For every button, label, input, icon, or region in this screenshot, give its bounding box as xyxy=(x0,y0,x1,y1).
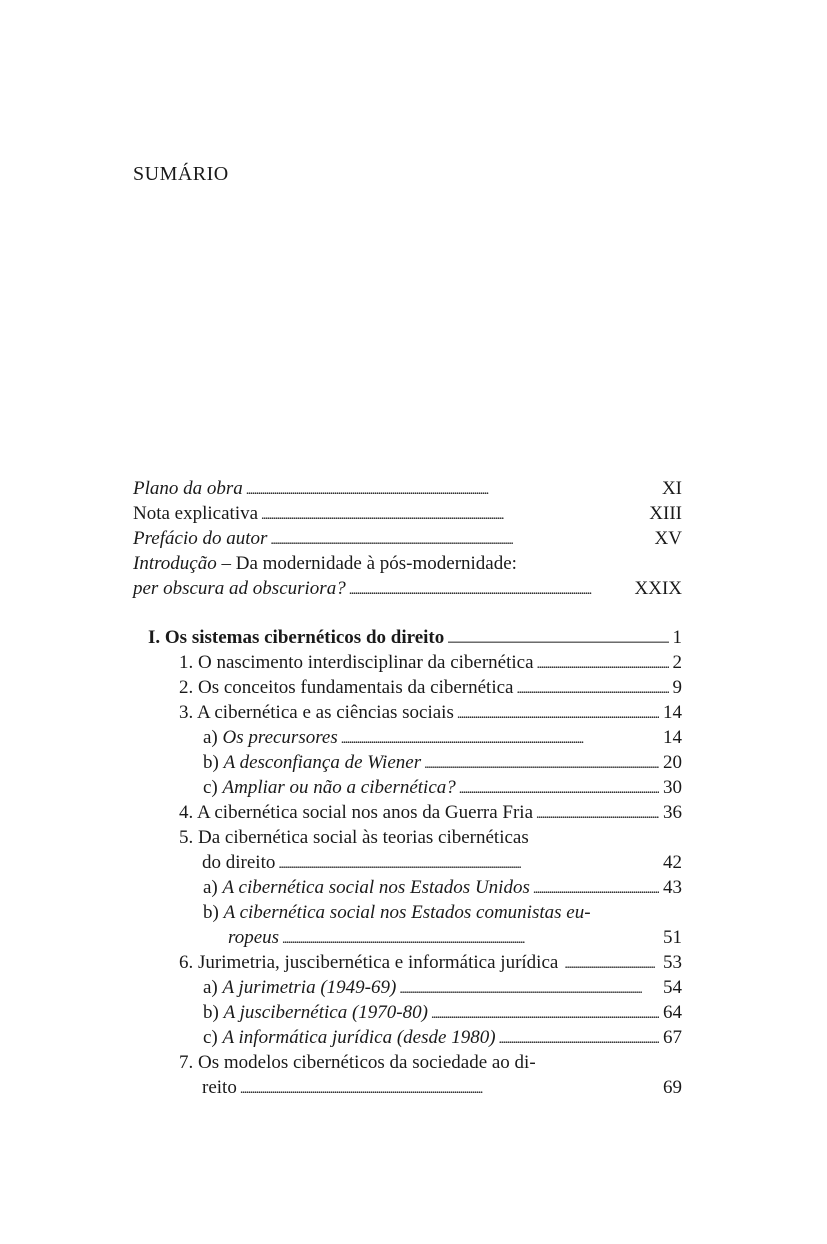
toc-entry-page: 36 xyxy=(663,802,682,823)
toc-entry-page: 64 xyxy=(663,1002,682,1023)
leader-dots xyxy=(499,1026,659,1052)
toc-entry-label: A informática jurídica (desde 1980) xyxy=(222,1027,496,1048)
toc-entry-plano[interactable] xyxy=(133,477,682,503)
toc-entry-label: Nota explicativa xyxy=(133,503,259,524)
toc-entry-label: A desconfiança de Wiener xyxy=(223,752,422,773)
toc-entry-page: XV xyxy=(654,528,682,549)
toc-section-4[interactable] xyxy=(179,801,682,827)
toc-section-6[interactable] xyxy=(179,951,682,977)
toc-entry-prefix: b) xyxy=(203,1002,224,1023)
leader-dots xyxy=(536,801,659,827)
toc-entry-page: 69 xyxy=(663,1077,682,1098)
leader-dots xyxy=(457,701,659,727)
toc-entry-label: A juscibernética (1970-80) xyxy=(223,1002,428,1023)
toc-entry-label: 1. O nascimento interdisciplinar da cibernética xyxy=(179,652,534,673)
toc-entry-prefix: a) xyxy=(203,727,223,748)
leader-dots xyxy=(240,1076,659,1102)
leader-dots xyxy=(537,651,669,677)
leader-dots xyxy=(278,851,659,877)
toc-chapter-1[interactable] xyxy=(148,626,682,652)
toc-entry-page: 54 xyxy=(663,977,682,998)
leader-dots xyxy=(341,726,659,752)
toc-subsection-6b[interactable] xyxy=(203,1001,682,1027)
toc-entry-label: 3. A cibernética e as ciências sociais xyxy=(179,702,454,723)
toc-entry-prefix: a) xyxy=(203,877,223,898)
toc-entry-page: XI xyxy=(661,478,682,499)
toc-subsection-3a[interactable] xyxy=(203,726,682,752)
leader-dots xyxy=(282,926,659,952)
leader-dots xyxy=(564,951,655,977)
toc-entry-prefix: b) xyxy=(203,752,224,773)
toc-entry-prefix: c) xyxy=(203,1027,223,1048)
toc-entry-label: reito xyxy=(202,1077,237,1098)
toc-section-1[interactable] xyxy=(179,651,682,677)
toc-subsection-3c[interactable] xyxy=(203,776,682,802)
toc-entry-label: I. Os sistemas cibernéticos do direito xyxy=(148,627,445,648)
toc-section-5[interactable] xyxy=(202,851,682,877)
toc-entry-page: 53 xyxy=(663,952,682,973)
toc-entry-label: A cibernética social nos Estados Unidos xyxy=(222,877,530,898)
toc-entry-page: 20 xyxy=(663,752,682,773)
toc-entry-page: 42 xyxy=(663,852,682,873)
toc-entry-page: 43 xyxy=(663,877,682,898)
toc-entry-label: Prefácio do autor xyxy=(133,528,268,549)
leader-dots xyxy=(261,502,645,528)
leader-dots xyxy=(431,1001,659,1027)
toc-entry-page: 67 xyxy=(663,1027,682,1048)
toc-section-7[interactable] xyxy=(202,1076,682,1102)
toc-subsection-5b[interactable] xyxy=(228,926,682,952)
leader-dots xyxy=(459,776,659,802)
toc-subsection-3b[interactable] xyxy=(203,751,682,777)
toc-entry-page: 9 xyxy=(672,677,682,698)
toc-entry-nota[interactable] xyxy=(133,502,682,528)
toc-entry-label: A cibernética social nos Estados comunistas eu- xyxy=(223,902,591,923)
toc-entry-label: Plano da obra xyxy=(133,478,243,499)
leader-dots xyxy=(533,876,659,902)
toc-entry-introducao[interactable] xyxy=(133,577,682,603)
intro-label-rest: – Da modernidade à pós-modernidade: xyxy=(216,553,517,574)
toc-entry-prefix: c) xyxy=(203,777,223,798)
toc-entry-page: 14 xyxy=(663,702,682,723)
toc-entry-label: 2. Os conceitos fundamentais da cibernética xyxy=(179,677,514,698)
page-title: SUMÁRIO xyxy=(133,163,229,185)
intro-label-italic: Introdução xyxy=(133,553,217,574)
toc-section-7-line1[interactable]: 7. Os modelos cibernéticos da sociedade ao di- xyxy=(179,1052,536,1073)
toc-entry-label: ropeus xyxy=(228,927,280,948)
toc-entry-page: 2 xyxy=(672,652,682,673)
toc-entry-page: 51 xyxy=(663,927,682,948)
leader-dots xyxy=(349,577,631,603)
leader-dots xyxy=(424,751,659,777)
toc-subsection-6c[interactable] xyxy=(203,1026,682,1052)
leader-dots xyxy=(517,676,669,702)
toc-entry-prefix: b) xyxy=(203,902,224,923)
leader-dots xyxy=(399,976,659,1002)
toc-entry-label: A jurimetria (1949-69) xyxy=(222,977,397,998)
toc-entry-introducao-line1[interactable] xyxy=(133,552,682,576)
toc-entry-page: XXIX xyxy=(634,578,682,599)
toc-subsection-5b-line1[interactable] xyxy=(203,901,591,925)
toc-entry-page: 30 xyxy=(663,777,682,798)
toc-section-5-line1[interactable]: 5. Da cibernética social às teorias cibernéticas xyxy=(179,827,529,848)
toc-subsection-6a[interactable] xyxy=(203,976,682,1002)
toc-entry-page: 14 xyxy=(663,727,682,748)
toc-entry-label: 6. Jurimetria, juscibernética e informática jurídica xyxy=(179,952,559,973)
toc-subsection-5a[interactable] xyxy=(203,876,682,902)
toc-section-2[interactable] xyxy=(179,676,682,702)
leader-dots xyxy=(246,477,658,503)
toc-entry-prefix: a) xyxy=(203,977,223,998)
toc-entry-label: 4. A cibernética social nos anos da Guerra Fria xyxy=(179,802,534,823)
leader-dots xyxy=(447,626,668,652)
toc-entry-label: per obscura ad obscuriora? xyxy=(133,578,346,599)
toc-entry-label: do direito xyxy=(202,852,276,873)
toc-entry-label: Ampliar ou não a cibernética? xyxy=(222,777,456,798)
toc-section-3[interactable] xyxy=(179,701,682,727)
toc-entry-page: 1 xyxy=(672,627,682,648)
leader-dots xyxy=(270,527,650,553)
toc-entry-page: XIII xyxy=(649,503,682,524)
toc-entry-prefacio[interactable] xyxy=(133,527,682,553)
toc-entry-label: Os precursores xyxy=(222,727,338,748)
